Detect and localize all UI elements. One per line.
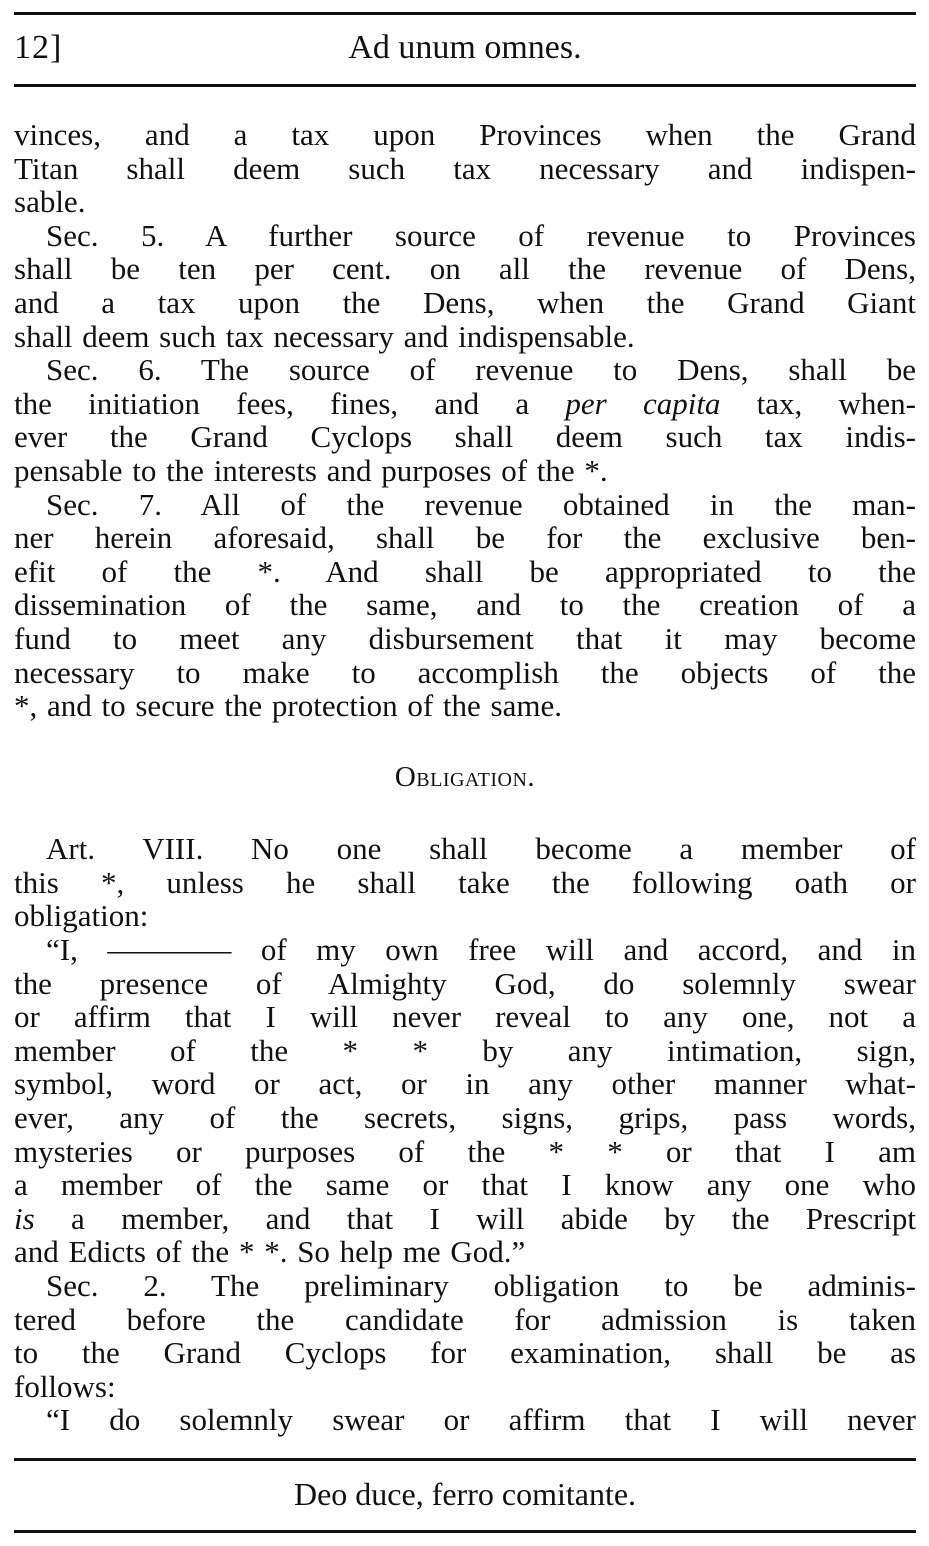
text-line: Sec. 2. The preliminary obligation to be adminis- — [46, 1268, 916, 1303]
text-line: Sec. 5. A further source of revenue to Provinces — [46, 217, 916, 253]
page-footer: Deo duce, ferro comitante. — [293, 1476, 637, 1512]
text-line: *, and to secure the protection of the same. — [14, 688, 562, 724]
text-line: obligation: — [14, 898, 149, 934]
text-line: this *, unless he shall take the following oath or — [14, 864, 916, 900]
text-line: symbol, word or act, or in any other manner what- — [14, 1066, 916, 1102]
text-line: the presence of Almighty God, do solemnly swear — [14, 965, 916, 1001]
top-rule — [14, 12, 916, 15]
page-number: 12] — [14, 29, 63, 66]
text-run: a member, and that I will abide by the Prescript — [34, 1200, 916, 1236]
text-line: Sec. 6. The source of revenue to Dens, shall be — [46, 352, 916, 388]
text-line — [14, 1202, 916, 1236]
text-line — [14, 387, 916, 421]
text-line: follows: — [14, 1368, 116, 1404]
text-line: sable. — [14, 184, 86, 220]
text-line: shall be ten per cent. on all the revenue of Dens, — [14, 251, 916, 287]
text-line: necessary to make to accomplish the objects of the — [14, 654, 916, 690]
text-line: or affirm that I will never reveal to any one, not a — [14, 999, 916, 1035]
page-header — [14, 26, 916, 70]
text-line: mysteries or purposes of the * * or that I am — [14, 1133, 916, 1169]
text-run: tax, when- — [720, 385, 916, 421]
text-line: ever, any of the secrets, signs, grips, pass words, — [14, 1100, 916, 1136]
page-body — [14, 118, 916, 1437]
text-line: efit of the *. And shall be appropriated to the — [14, 553, 916, 589]
text-run: the initiation fees, fines, and a — [14, 385, 566, 421]
text-line: and Edicts of the * *. So help me God.” — [14, 1234, 526, 1270]
text-line: “I do solemnly swear or affirm that I will never — [46, 1402, 916, 1438]
text-line: member of the * * by any intimation, sign, — [14, 1032, 916, 1068]
text-line: tered before the candidate for admission is taken — [14, 1301, 916, 1337]
text-line: “I, ———— of my own free will and accord, and in — [46, 932, 916, 968]
text-line: fund to meet any disbursement that it may become — [14, 620, 916, 656]
text-line: Titan shall deem such tax necessary and indispen- — [14, 150, 916, 186]
italic-phrase: per capita — [565, 385, 721, 421]
text-line: shall deem such tax necessary and indispensable. — [14, 318, 635, 354]
italic-word: is — [14, 1200, 35, 1236]
text-line: ever the Grand Cyclops shall deem such tax indis- — [14, 419, 916, 455]
text-line: Art. VIII. No one shall become a member of — [46, 831, 916, 867]
text-line: dissemination of the same, and to the creation of a — [14, 587, 916, 623]
text-line: to the Grand Cyclops for examination, shall be as — [14, 1335, 916, 1371]
text-line: Sec. 7. All of the revenue obtained in the man- — [46, 486, 916, 522]
section-heading: Obligation. — [394, 760, 536, 793]
text-line: vinces, and a tax upon Provinces when the Grand — [14, 117, 916, 152]
running-title: Ad unum omnes. — [348, 29, 582, 66]
footer-rule-bottom — [14, 1530, 916, 1533]
header-rule — [14, 84, 916, 87]
text-line: and a tax upon the Dens, when the Grand Giant — [14, 284, 916, 320]
footer-rule-top — [14, 1458, 916, 1461]
text-line: a member of the same or that I know any one who — [14, 1167, 916, 1203]
text-line: pensable to the interests and purposes of the *. — [14, 452, 608, 488]
text-line: ner herein aforesaid, shall be for the exclusive ben- — [14, 520, 916, 556]
